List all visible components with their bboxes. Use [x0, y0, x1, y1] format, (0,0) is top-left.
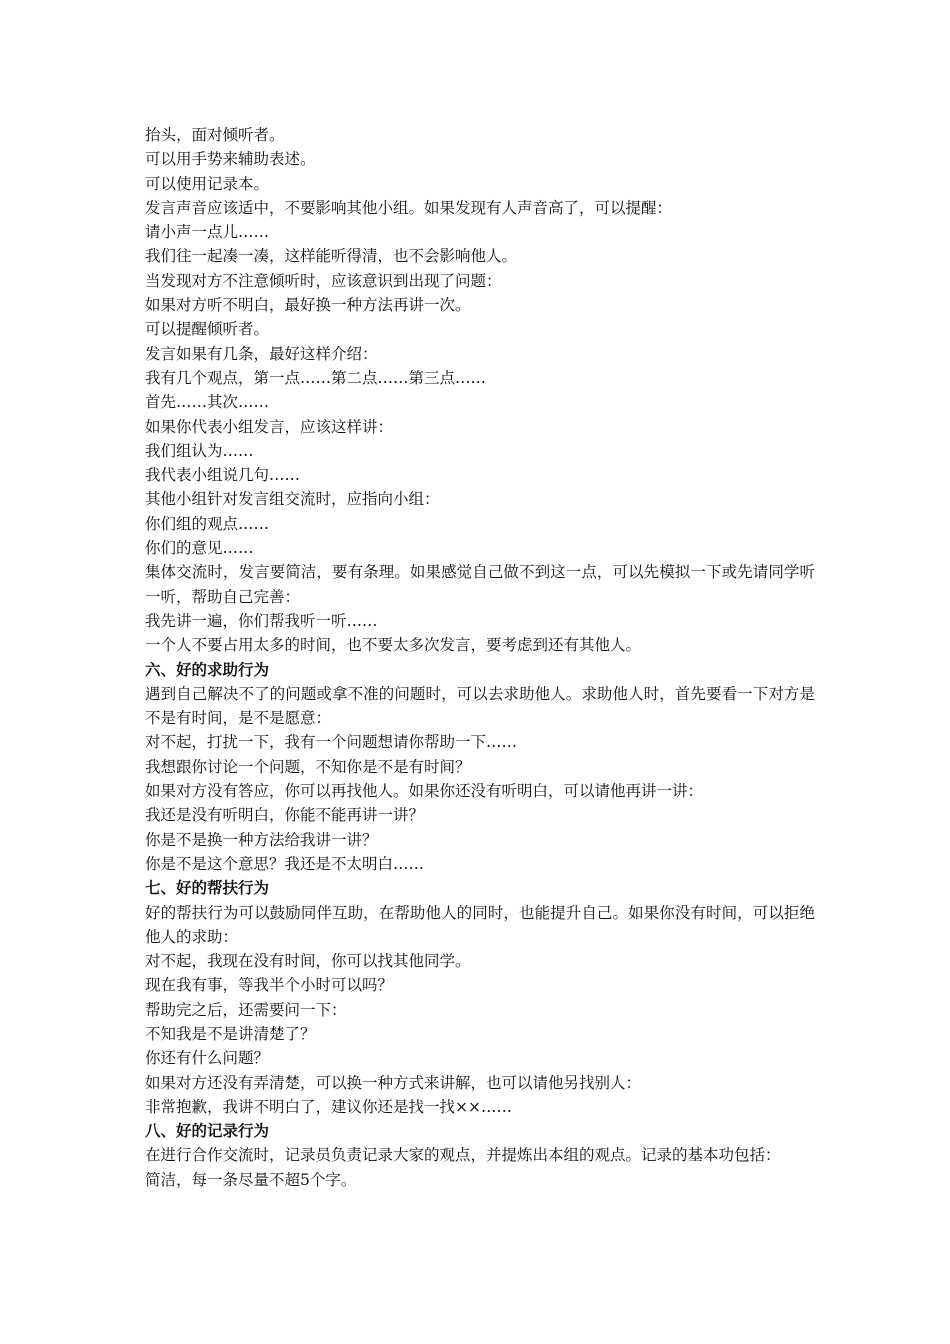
- text-line: 当发现对方不注意倾听时，应该意识到出现了问题：: [145, 271, 502, 290]
- text-line: 我代表小组说几句……: [145, 466, 301, 485]
- text-paragraph: 集体交流时，发言要简洁，要有条理。如果感觉自己做不到这一点，可以先模拟一下或先请同学听一听，帮助自己完善：: [145, 563, 815, 606]
- text-line: 非常抱歉，我讲不明白了，建议你还是找一找××……: [145, 1097, 512, 1116]
- text-line: 发言声音应该适中，不要影响其他小组。如果发现有人声音高了，可以提醒：: [145, 198, 673, 217]
- text-line: 我还是没有听明白，你能不能再讲一讲？: [145, 806, 425, 825]
- text-line: 我有几个观点，第一点……第二点……第三点……: [145, 368, 487, 387]
- section-heading: 八、好的记录行为: [145, 1122, 270, 1141]
- text-line: 你们的意见……: [145, 539, 254, 558]
- text-line: 发言如果有几条，最好这样介绍：: [145, 344, 378, 363]
- text-line: 你们组的观点……: [145, 514, 270, 533]
- document-body: [145, 123, 815, 1192]
- text-line: 如果对方还没有弄清楚，可以换一种方式来讲解，也可以请他另找别人：: [145, 1073, 642, 1092]
- text-line: 简洁，每一条尽量不超5个字。: [145, 1170, 357, 1189]
- text-line: 你是不是换一种方法给我讲一讲？: [145, 830, 378, 849]
- text-line: 你是不是这个意思？我还是不太明白……: [145, 854, 425, 873]
- text-line: 现在我有事，等我半个小时可以吗？: [145, 976, 394, 995]
- text-line: 对不起，我现在没有时间，你可以找其他同学。: [145, 952, 471, 971]
- text-line: 不知我是不是讲清楚了？: [145, 1024, 316, 1043]
- text-line: 抬头，面对倾听者。: [145, 126, 285, 144]
- text-paragraph: 遇到自己解决不了的问题或拿不准的问题时，可以去求助他人。求助他人时，首先要看一下对方是不是有时间，是不是愿意：: [145, 684, 815, 728]
- text-line: 帮助完之后，还需要问一下：: [145, 1000, 347, 1019]
- text-line: 如果对方没有答应，你可以再找他人。如果你还没有听明白，可以请他再讲一讲：: [145, 782, 704, 801]
- text-line: 我们往一起凑一凑，这样能听得清，也不会影响他人。: [145, 247, 518, 266]
- text-line: 一个人不要占用太多的时间，也不要太多次发言，要考虑到还有其他人。: [145, 636, 642, 655]
- text-line: 首先……其次……: [145, 393, 270, 412]
- section-heading: 六、好的求助行为: [145, 660, 270, 679]
- text-line: 对不起，打扰一下，我有一个问题想请你帮助一下……: [145, 733, 518, 752]
- text-line: 你还有什么问题？: [145, 1049, 270, 1068]
- text-paragraph: 好的帮扶行为可以鼓励同伴互助，在帮助他人的同时，也能提升自己。如果你没有时间，可以拒绝他人的求助：: [145, 903, 815, 946]
- text-line: 可以用手势来辅助表述。: [145, 150, 316, 169]
- text-line: 我想跟你讨论一个问题，不知你是不是有时间？: [145, 757, 471, 776]
- text-line: 如果对方听不明白，最好换一种方法再讲一次。: [145, 296, 471, 315]
- text-line: 请小声一点儿……: [145, 223, 270, 242]
- text-line: 可以使用记录本。: [145, 174, 270, 193]
- text-line: 其他小组针对发言组交流时，应指向小组：: [145, 490, 440, 509]
- section-heading: 七、好的帮扶行为: [145, 879, 270, 898]
- text-line: 如果你代表小组发言，应该这样讲：: [145, 417, 394, 436]
- text-line: 可以提醒倾听者。: [145, 320, 270, 339]
- text-line: 我先讲一遍，你们帮我听一听……: [145, 611, 378, 630]
- text-line: 在进行合作交流时，记录员负责记录大家的观点，并提炼出本组的观点。记录的基本功包括：: [145, 1146, 781, 1165]
- text-line: 我们组认为……: [145, 441, 254, 460]
